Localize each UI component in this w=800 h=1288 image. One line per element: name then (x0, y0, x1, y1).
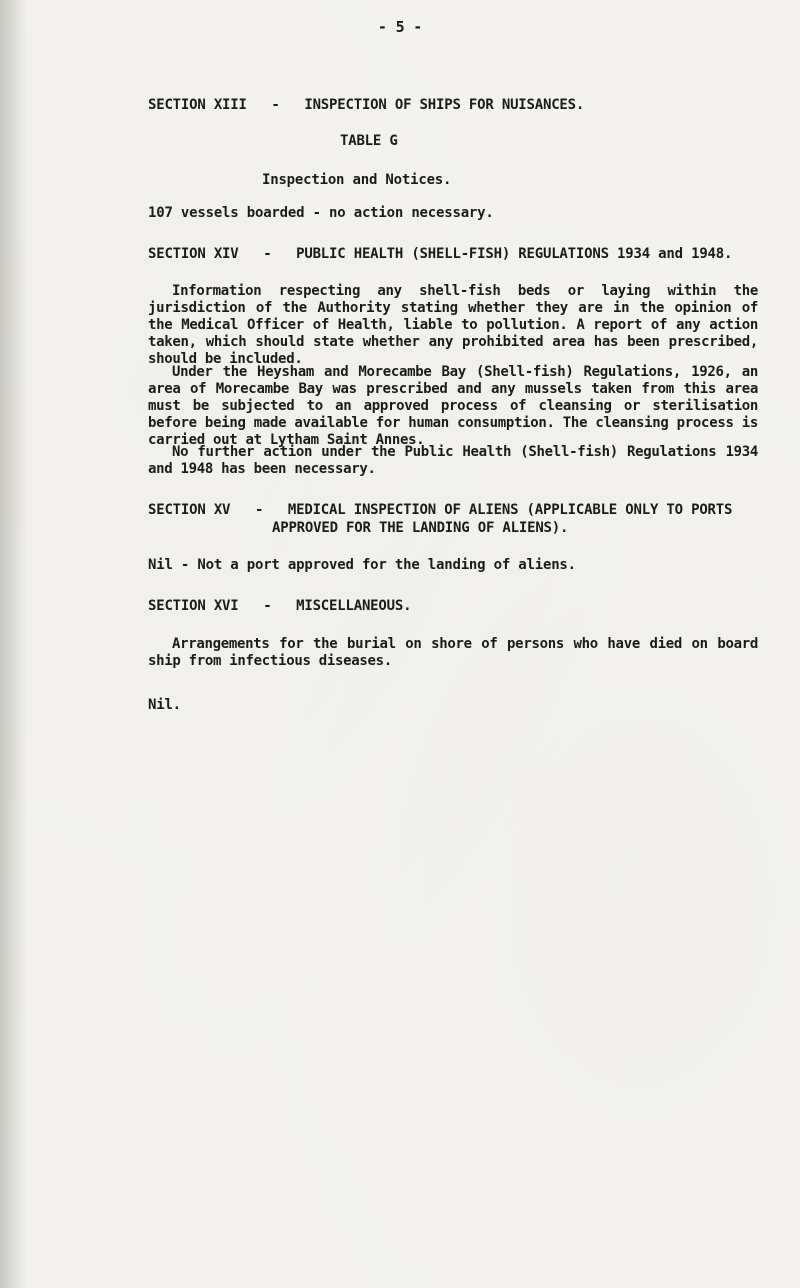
section-15-heading-line-2: APPROVED FOR THE LANDING OF ALIENS). (272, 520, 569, 536)
section-13-heading: SECTION XIII - INSPECTION OF SHIPS FOR NUISANCES. (148, 97, 585, 113)
section-13-text: 107 vessels boarded - no action necessary. (148, 205, 494, 221)
section-16-heading: SECTION XVI - MISCELLANEOUS. (148, 598, 412, 614)
section-16-nil: Nil. (148, 697, 181, 713)
section-14-heading: SECTION XIV - PUBLIC HEALTH (SHELL-FISH) REGULATIONS 1934 and 1948. (148, 246, 733, 262)
section-15-text: Nil - Not a port approved for the landing of aliens. (148, 557, 576, 573)
section-13-subheading: Inspection and Notices. (262, 172, 452, 188)
page-number: - 5 - (377, 18, 423, 36)
page-edge-shadow (0, 0, 28, 1288)
section-14-paragraph-3: No further action under the Public Health (Shell-fish) Regulations 1934 and 1948 has been necessary. (148, 444, 758, 477)
section-15-heading-line-1: SECTION XV - MEDICAL INSPECTION OF ALIENS (APPLICABLE ONLY TO PORTS (148, 502, 733, 518)
section-16-paragraph: Arrangements for the burial on shore of persons who have died on board ship from infectious diseases. (148, 636, 758, 669)
section-14-paragraph-2: Under the Heysham and Morecambe Bay (Shell-fish) Regulations, 1926, an area of Morecambe Bay was prescribed and any mussels taken from this area must be subjected to an approved process of cleansing or sterilisation before being made available for human consumption. The cleansing process is carried out at Lytham Saint Annes. (148, 364, 758, 448)
section-14-paragraph-1: Information respecting any shell-fish beds or laying within the jurisdiction of the Authority stating whether they are in the opinion of the Medical Officer of Health, liable to pollution. A report of any action taken, which should state whether any prohibited area has been prescribed, should be included. (148, 283, 758, 367)
table-g-label: TABLE G (340, 133, 398, 149)
